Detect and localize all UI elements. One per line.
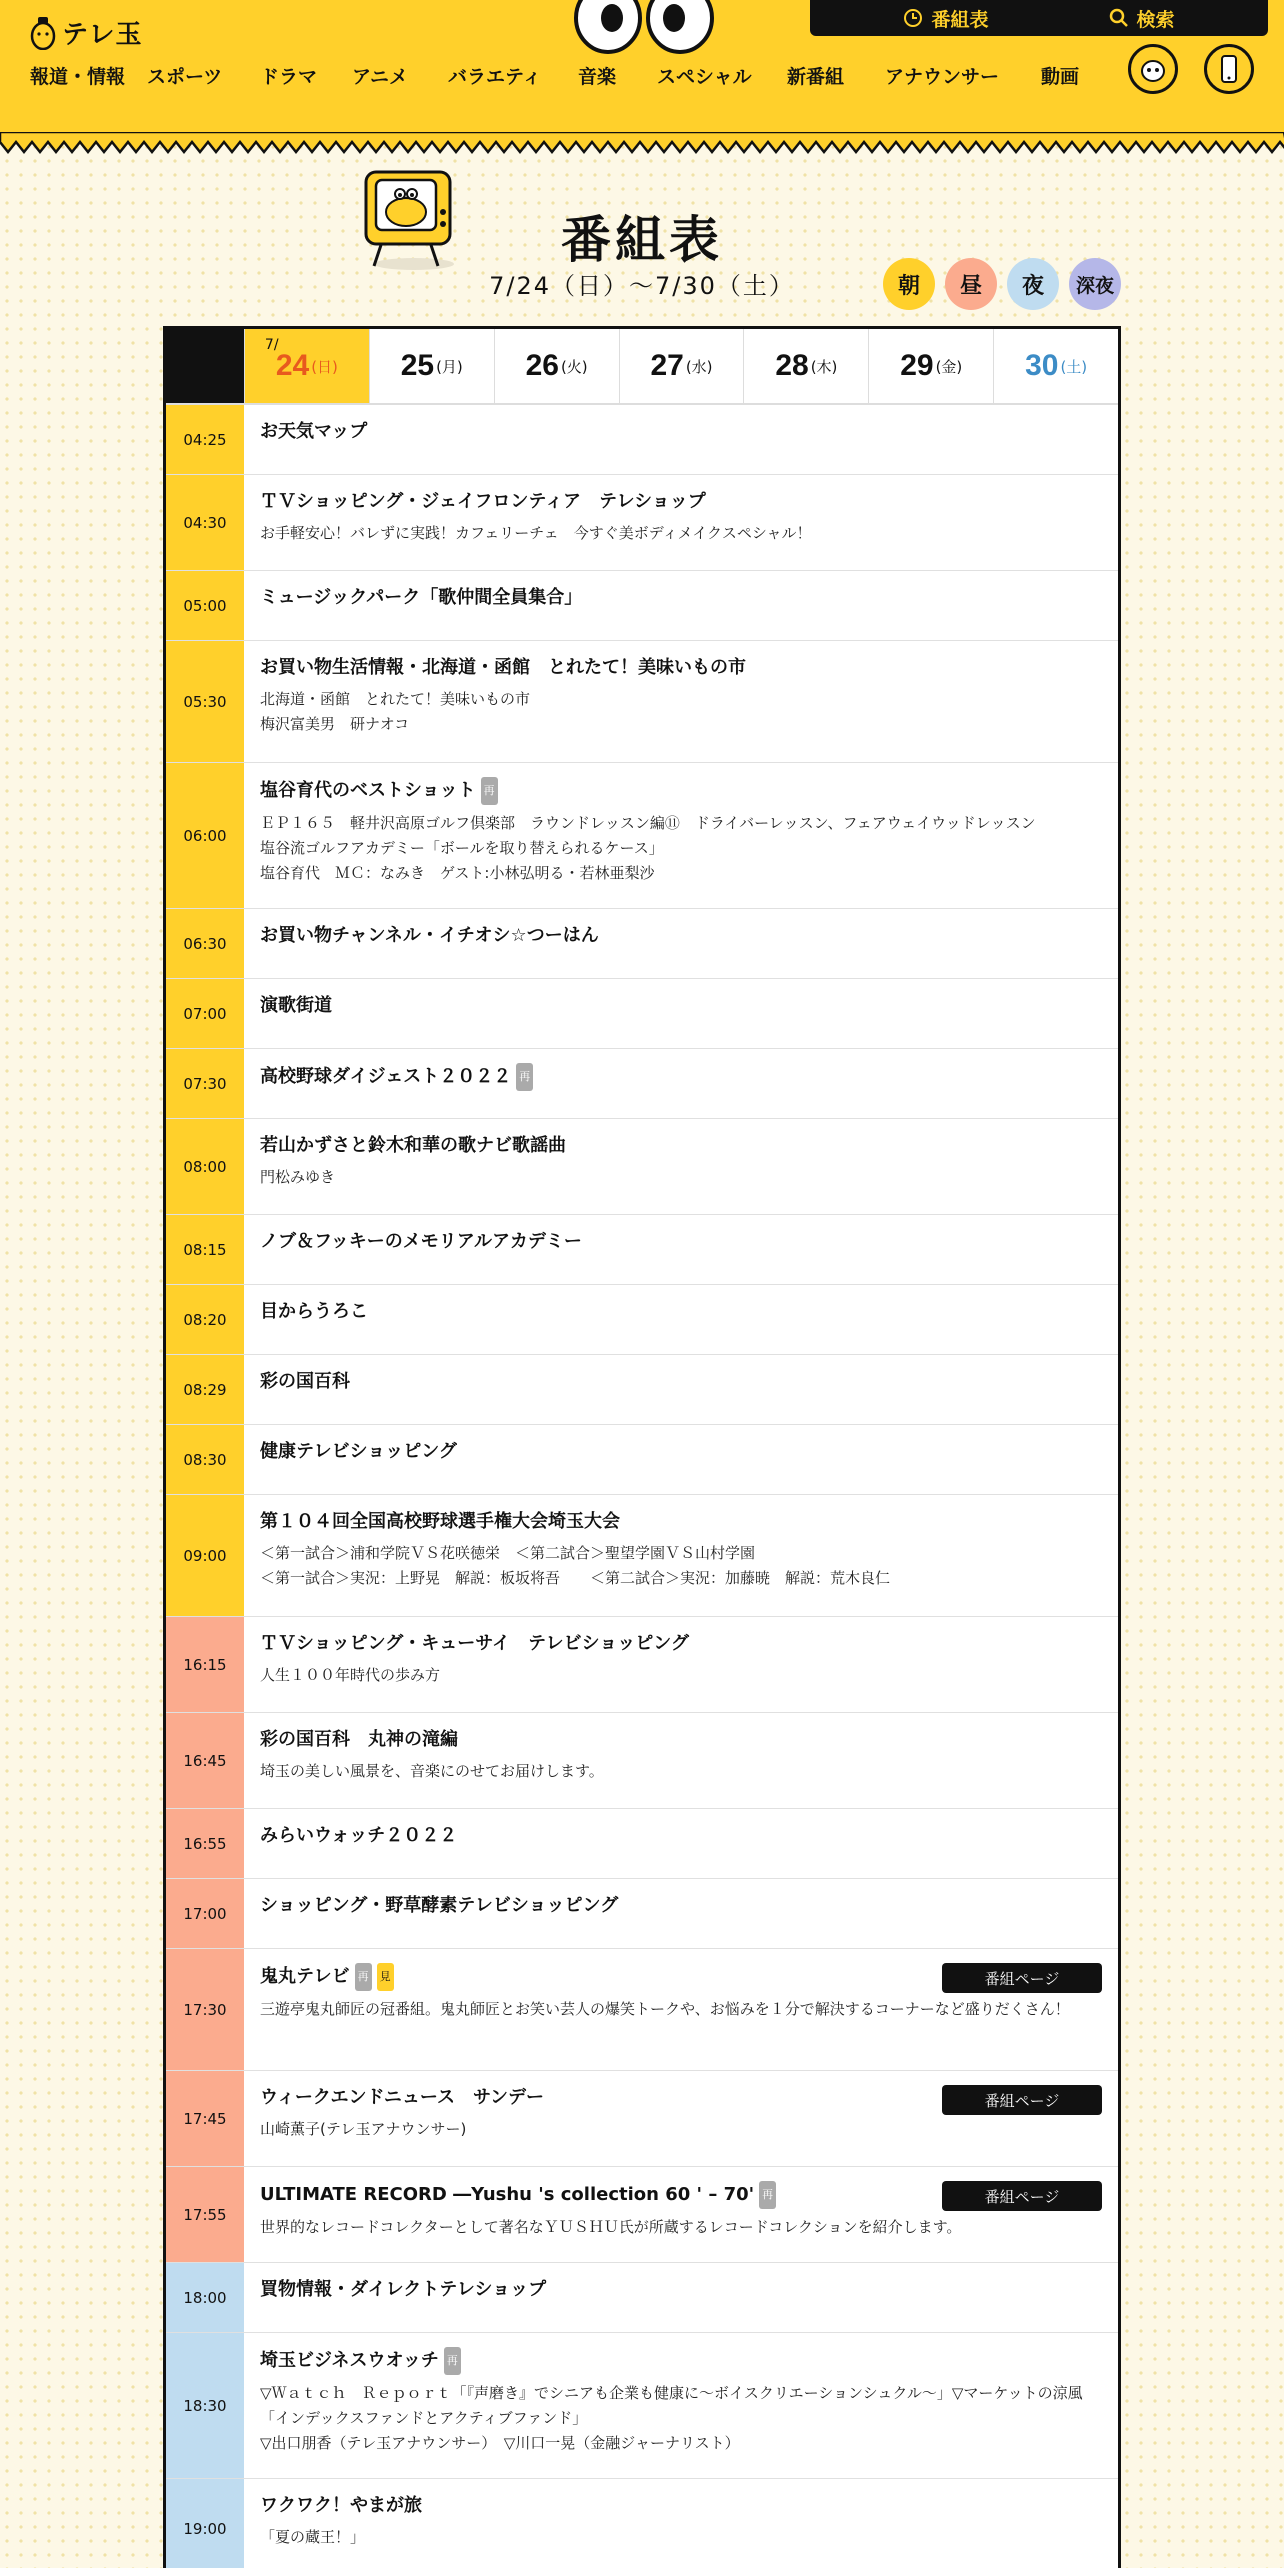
program-title-line (260, 1509, 1102, 1535)
program-cell[interactable] (244, 1425, 1118, 1494)
program-cell[interactable] (244, 405, 1118, 474)
mascot-eyes-icon (568, 0, 718, 60)
program-cell[interactable] (244, 1355, 1118, 1424)
program-time: 16:15 (166, 1617, 244, 1712)
program-cell[interactable] (244, 2071, 1118, 2166)
rerun-badge: 再 (444, 2347, 461, 2375)
program-title-line (260, 1369, 1102, 1395)
program-description: 北海道・函館 とれたて！美味いもの市 梅沢富美男 研ナオコ (260, 690, 531, 733)
program-title-line (260, 777, 1102, 805)
nav-item-news[interactable]: 報道・情報 (30, 65, 126, 88)
main-nav (30, 60, 1079, 90)
program-time: 05:00 (166, 571, 244, 640)
program-title: ワクワク！やまが旅 (260, 2495, 422, 2516)
day-tab-25[interactable] (369, 329, 494, 403)
program-cell[interactable] (244, 1713, 1118, 1808)
day-tab-30[interactable] (993, 329, 1118, 403)
program-row (166, 641, 1118, 763)
program-cell[interactable] (244, 2479, 1118, 2568)
program-time: 18:30 (166, 2333, 244, 2478)
program-description: ＥＰ１６５ 軽井沢高原ゴルフ倶楽部 ラウンドレッスン編⑪ ドライバーレッスン、フェアウェイウッドレッスン 塩谷流ゴルフアカデミー「ボールを取り替えられるケース」 塩谷育代 ＭＣ：なみき ゲスト:小林弘明る・若林亜梨沙 (260, 814, 1036, 882)
program-row (166, 1049, 1118, 1119)
page-title: 番組表 (561, 211, 723, 269)
search-link[interactable] (1109, 5, 1175, 32)
program-time: 16:55 (166, 1809, 244, 1878)
viewable-badge: 見 (377, 1963, 394, 1991)
program-row (166, 571, 1118, 641)
mascot-link[interactable] (1128, 44, 1178, 94)
day-tab-weekday: (火) (560, 357, 588, 376)
day-tabs-corner (166, 329, 244, 403)
program-title-line (260, 1063, 1102, 1091)
program-row (166, 1119, 1118, 1215)
program-title: 高校野球ダイジェスト２０２２ (260, 1066, 512, 1087)
program-description: 「夏の蔵王！」 (260, 2528, 366, 2546)
day-tab-29[interactable] (868, 329, 993, 403)
program-title: ＴＶショッピング・ジェイフロンティア テレショップ (260, 491, 706, 512)
program-cell[interactable] (244, 475, 1118, 570)
program-cell[interactable] (244, 571, 1118, 640)
program-description: 門松みゆき (260, 1168, 336, 1186)
program-page-button[interactable]: 番組ページ (942, 1963, 1102, 1993)
rerun-badge: 再 (355, 1963, 372, 1991)
program-cell[interactable] (244, 1949, 1118, 2070)
program-cell[interactable] (244, 641, 1118, 762)
program-description: 人生１００年時代の歩み方 (260, 1666, 441, 1684)
program-time: 08:20 (166, 1285, 244, 1354)
program-title-line (260, 489, 1102, 515)
mobile-link[interactable] (1204, 44, 1254, 94)
program-title: みらいウォッチ２０２２ (260, 1825, 458, 1846)
program-row (166, 1285, 1118, 1355)
period-button-1[interactable]: 昼 (945, 258, 997, 310)
nav-item-sports[interactable]: スポーツ (147, 65, 223, 88)
nav-item-music[interactable]: 音楽 (578, 65, 617, 88)
site-header (0, 0, 1284, 140)
program-row (166, 405, 1118, 475)
day-tab-date: 29 (900, 349, 934, 382)
program-description: ＜第一試合＞浦和学院ＶＳ花咲徳栄 ＜第二試合＞聖望学園ＶＳ山村学園 ＜第一試合＞実況：上野晃 解説：板坂将吾 ＜第二試合＞実況：加藤暁 解説：荒木良仁 (260, 1544, 891, 1587)
program-time: 17:45 (166, 2071, 244, 2166)
top-utility-bar (810, 0, 1268, 36)
program-title-line (260, 1823, 1102, 1849)
search-link-label: 検索 (1136, 8, 1175, 31)
day-tabs (166, 329, 1118, 405)
program-cell[interactable] (244, 2167, 1118, 2262)
program-time: 08:30 (166, 1425, 244, 1494)
program-time: 04:25 (166, 405, 244, 474)
program-row (166, 1949, 1118, 2071)
smartphone-icon (1217, 54, 1241, 84)
program-cell[interactable] (244, 2263, 1118, 2332)
program-title-line (260, 2347, 1102, 2375)
program-title-line (260, 655, 1102, 681)
day-tab-26[interactable] (494, 329, 619, 403)
logo-text: テレ玉 (62, 20, 143, 50)
day-tab-27[interactable] (619, 329, 744, 403)
program-time: 06:00 (166, 763, 244, 908)
day-tab-24[interactable] (244, 329, 369, 403)
program-title: お天気マップ (260, 421, 368, 442)
program-cell[interactable] (244, 909, 1118, 978)
program-row (166, 1215, 1118, 1285)
program-title: 目からうろこ (260, 1301, 368, 1322)
day-tab-weekday: (月) (436, 357, 463, 376)
program-title-line (260, 993, 1102, 1019)
program-row (166, 763, 1118, 909)
program-title: 買物情報・ダイレクトテレショップ (260, 2279, 547, 2300)
day-tab-weekday: (木) (810, 357, 838, 376)
program-row (166, 1425, 1118, 1495)
nav-item-announcers[interactable]: アナウンサー (885, 65, 1000, 88)
day-tab-date: 24 (275, 349, 310, 382)
program-time: 06:30 (166, 909, 244, 978)
mascot-logo-icon (30, 16, 56, 50)
period-filters (883, 258, 1121, 310)
program-time: 17:55 (166, 2167, 244, 2262)
program-title-line (260, 1439, 1102, 1465)
day-tab-date: 28 (775, 349, 809, 382)
program-schedule-table (163, 326, 1121, 2568)
rerun-badge: 再 (759, 2181, 776, 2209)
program-row (166, 1713, 1118, 1809)
program-cell[interactable] (244, 1049, 1118, 1118)
program-cell[interactable] (244, 1809, 1118, 1878)
program-cell[interactable] (244, 1285, 1118, 1354)
program-time: 18:00 (166, 2263, 244, 2332)
program-row (166, 2263, 1118, 2333)
rerun-badge: 再 (516, 1063, 533, 1091)
program-time: 09:00 (166, 1495, 244, 1616)
site-logo[interactable] (30, 14, 142, 51)
program-title: 彩の国百科 (260, 1371, 350, 1392)
program-cell[interactable] (244, 2333, 1118, 2478)
program-time: 07:30 (166, 1049, 244, 1118)
program-page-button[interactable]: 番組ページ (942, 2181, 1102, 2211)
program-title: 埼玉ビジネスウオッチ (260, 2350, 439, 2371)
program-title-line (260, 2277, 1102, 2303)
program-row (166, 979, 1118, 1049)
program-row (166, 475, 1118, 571)
nav-item-drama[interactable]: ドラマ (260, 65, 318, 88)
program-title: ＴＶショッピング・キューサイ テレビショッピング (260, 1633, 689, 1654)
rerun-badge: 再 (481, 777, 498, 805)
day-tab-weekday: (日) (311, 357, 338, 376)
program-title: 健康テレビショッピング (260, 1441, 457, 1462)
program-time: 17:00 (166, 1879, 244, 1948)
nav-item-anime[interactable]: アニメ (352, 65, 409, 88)
program-row (166, 1879, 1118, 1949)
program-title-line (260, 2493, 1102, 2519)
program-time: 08:29 (166, 1355, 244, 1424)
search-icon (1109, 8, 1129, 28)
day-tab-date: 30 (1025, 349, 1059, 382)
day-tab-weekday: (金) (935, 357, 963, 376)
program-time: 17:30 (166, 1949, 244, 2070)
program-row (166, 1617, 1118, 1713)
day-tab-date: 27 (650, 349, 684, 382)
program-title-line (260, 1727, 1102, 1753)
program-title: 演歌街道 (260, 995, 332, 1016)
nav-icon-group (1128, 44, 1254, 94)
program-row (166, 1355, 1118, 1425)
day-tab-month: 7/ (264, 337, 279, 353)
program-time: 16:45 (166, 1713, 244, 1808)
day-tab-weekday: (水) (685, 357, 713, 376)
program-row (166, 1495, 1118, 1617)
program-title-line (260, 1133, 1102, 1159)
program-row (166, 1809, 1118, 1879)
program-cell[interactable] (244, 1617, 1118, 1712)
nav-item-special[interactable]: スペシャル (657, 65, 752, 88)
program-time: 08:00 (166, 1119, 244, 1214)
program-time: 05:30 (166, 641, 244, 762)
program-time: 04:30 (166, 475, 244, 570)
program-title: ウィークエンドニュース サンデー (260, 2087, 545, 2108)
program-description: 三遊亭鬼丸師匠の冠番組。鬼丸師匠とお笑い芸人の爆笑トークや、お悩みを１分で解決するコーナーなど盛りだくさん！ (260, 2000, 1070, 2018)
header-zigzag-edge (0, 132, 1284, 154)
program-time: 08:15 (166, 1215, 244, 1284)
program-title-line (260, 923, 1102, 949)
program-row (166, 2071, 1118, 2167)
program-title: お買い物生活情報・北海道・函館 とれたて！美味いもの市 (260, 657, 746, 678)
program-description: お手軽安心！バレずに実践！カフェリーチェ 今すぐ美ボディメイクスペシャル！ (260, 524, 812, 542)
program-title: 彩の国百科 丸神の滝編 (260, 1729, 458, 1750)
program-list (166, 405, 1118, 2568)
day-tab-weekday: (土) (1060, 357, 1088, 376)
program-title-line (260, 585, 1102, 611)
nav-item-variety[interactable]: バラエティ (448, 65, 542, 88)
program-cell[interactable] (244, 979, 1118, 1048)
program-title: 鬼丸テレビ (260, 1966, 350, 1987)
program-title: ミュージックパーク「歌仲間全員集合」 (260, 587, 583, 608)
date-range: 7/24（日）〜7/30（土） (489, 272, 795, 300)
program-row (166, 909, 1118, 979)
program-description: 山崎薫子(テレ玉アナウンサー) (260, 2120, 467, 2138)
schedule-link-label: 番組表 (931, 8, 989, 31)
program-cell[interactable] (244, 1495, 1118, 1616)
program-row (166, 2333, 1118, 2479)
program-row (166, 2167, 1118, 2263)
day-tab-date: 25 (400, 349, 435, 382)
mascot-face-icon (1138, 54, 1168, 84)
schedule-link[interactable] (903, 5, 988, 32)
program-cell[interactable] (244, 1119, 1118, 1214)
program-description: 世界的なレコードコレクターとして著名なＹＵＳＨＵ氏が所蔵するレコードコレクションを紹介します。 (260, 2218, 962, 2236)
day-tab-28[interactable] (743, 329, 868, 403)
program-title-line (260, 1631, 1102, 1657)
program-description: ▽Ｗａｔｃｈ Ｒｅｐｏｒｔ「『声磨き』でシニアも企業も健康に～ボイスクリエーションシュクル～」▽マーケットの涼風「インデックスファンドとアクティブファンド」 ▽出口朋香（テレ玉アナウンサー） ▽川口一晃（金融ジャーナリスト） (260, 2384, 1083, 2452)
program-time: 07:00 (166, 979, 244, 1048)
period-button-0[interactable]: 朝 (883, 258, 935, 310)
program-description: 埼玉の美しい風景を、音楽にのせてお届けします。 (260, 1762, 604, 1780)
program-time: 19:00 (166, 2479, 244, 2568)
program-title: 第１０４回全国高校野球選手権大会埼玉大会 (260, 1511, 620, 1532)
period-button-2[interactable]: 夜 (1007, 258, 1059, 310)
program-title-line (260, 1229, 1102, 1255)
program-row (166, 2479, 1118, 2568)
program-title: 若山かずさと鈴木和華の歌ナビ歌謡曲 (260, 1135, 566, 1156)
program-title-line (260, 419, 1102, 445)
program-title: ノブ＆フッキーのメモリアルアカデミー (260, 1231, 582, 1252)
clock-icon (903, 8, 923, 28)
program-cell[interactable] (244, 1215, 1118, 1284)
period-button-3[interactable]: 深夜 (1069, 258, 1121, 310)
program-title-line (260, 1299, 1102, 1325)
day-tab-date: 26 (525, 349, 559, 382)
program-cell[interactable] (244, 1879, 1118, 1948)
program-cell[interactable] (244, 763, 1118, 908)
nav-item-new-programs[interactable]: 新番組 (787, 65, 845, 88)
program-page-button[interactable]: 番組ページ (942, 2085, 1102, 2115)
nav-item-videos[interactable]: 動画 (1041, 65, 1080, 88)
program-title: ULTIMATE RECORD ―Yushu 's collection 60 ' – 70' (260, 2184, 755, 2205)
program-title: ショッピング・野草酵素テレビショッピング (260, 1895, 619, 1916)
program-title-line (260, 1893, 1102, 1919)
program-title: お買い物チャンネル・イチオシ☆つーはん (260, 925, 599, 946)
program-title: 塩谷育代のベストショット (260, 780, 476, 801)
